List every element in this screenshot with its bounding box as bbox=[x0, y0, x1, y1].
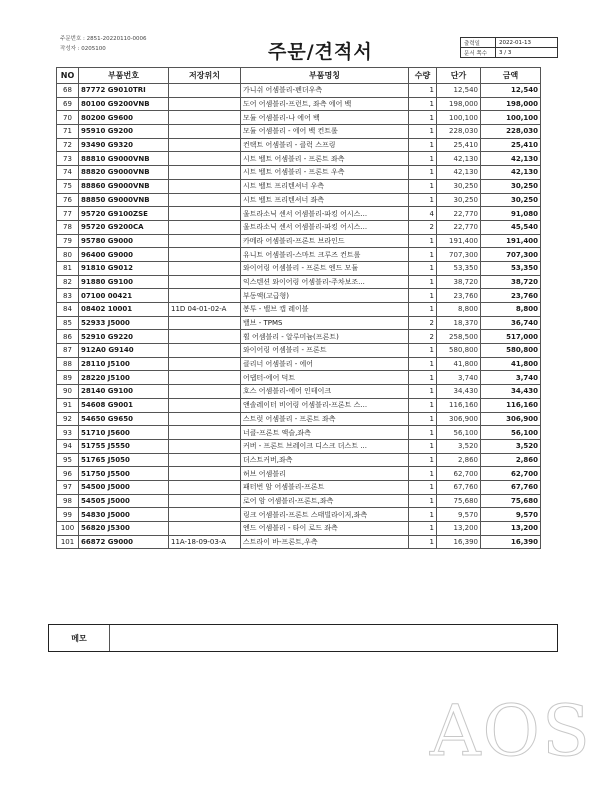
cell-part-number: 52933 J5000 bbox=[79, 316, 169, 330]
cell-no: 91 bbox=[57, 398, 79, 412]
cell-no: 71 bbox=[57, 125, 79, 139]
cell-unit-price: 67,760 bbox=[437, 480, 481, 494]
col-part-number: 부품번호 bbox=[79, 68, 169, 84]
page-label: 문서 쪽수 bbox=[461, 48, 496, 58]
cell-unit-price: 580,800 bbox=[437, 344, 481, 358]
cell-amount: 100,100 bbox=[481, 111, 541, 125]
cell-part-name: 유니트 어셈블리-스마트 크루즈 컨트롤 bbox=[241, 248, 409, 262]
memo-field[interactable] bbox=[110, 625, 557, 651]
cell-qty: 1 bbox=[409, 426, 437, 440]
cell-qty: 1 bbox=[409, 522, 437, 536]
cell-amount: 191,400 bbox=[481, 234, 541, 248]
table-row bbox=[57, 330, 541, 344]
cell-no: 90 bbox=[57, 385, 79, 399]
cell-part-number: 54505 J5000 bbox=[79, 494, 169, 508]
cell-qty: 2 bbox=[409, 330, 437, 344]
table-row bbox=[57, 467, 541, 481]
cell-part-name: 커버 - 프론트 브레이크 디스크 더스트 ... bbox=[241, 439, 409, 453]
cell-location bbox=[169, 289, 241, 303]
cell-location bbox=[169, 439, 241, 453]
cell-amount: 38,720 bbox=[481, 275, 541, 289]
cell-amount: 67,760 bbox=[481, 480, 541, 494]
cell-amount: 707,300 bbox=[481, 248, 541, 262]
cell-unit-price: 30,250 bbox=[437, 179, 481, 193]
cell-unit-price: 13,200 bbox=[437, 522, 481, 536]
cell-no: 79 bbox=[57, 234, 79, 248]
cell-qty: 1 bbox=[409, 357, 437, 371]
cell-part-name: 스트럿 어셈블리 - 프론트 좌측 bbox=[241, 412, 409, 426]
cell-amount: 9,570 bbox=[481, 508, 541, 522]
writer: 작성자 : 0205100 bbox=[60, 46, 106, 52]
cell-no: 100 bbox=[57, 522, 79, 536]
cell-amount: 2,860 bbox=[481, 453, 541, 467]
table-row bbox=[57, 248, 541, 262]
cell-part-number: 51750 J5500 bbox=[79, 467, 169, 481]
cell-unit-price: 228,030 bbox=[437, 125, 481, 139]
cell-unit-price: 258,500 bbox=[437, 330, 481, 344]
cell-qty: 2 bbox=[409, 220, 437, 234]
cell-part-number: 54608 G9001 bbox=[79, 398, 169, 412]
cell-no: 89 bbox=[57, 371, 79, 385]
cell-part-number: 95720 G9200CA bbox=[79, 220, 169, 234]
cell-location bbox=[169, 412, 241, 426]
parts-table bbox=[56, 67, 541, 549]
cell-amount: 228,030 bbox=[481, 125, 541, 139]
cell-qty: 1 bbox=[409, 480, 437, 494]
table-row bbox=[57, 207, 541, 221]
cell-amount: 23,760 bbox=[481, 289, 541, 303]
cell-qty: 1 bbox=[409, 125, 437, 139]
cell-amount: 45,540 bbox=[481, 220, 541, 234]
table-row bbox=[57, 125, 541, 139]
cell-amount: 34,430 bbox=[481, 385, 541, 399]
cell-qty: 1 bbox=[409, 138, 437, 152]
cell-location bbox=[169, 508, 241, 522]
cell-part-number: 95780 G9000 bbox=[79, 234, 169, 248]
cell-unit-price: 116,160 bbox=[437, 398, 481, 412]
cell-amount: 25,410 bbox=[481, 138, 541, 152]
table-row bbox=[57, 426, 541, 440]
cell-no: 95 bbox=[57, 453, 79, 467]
cell-no: 69 bbox=[57, 97, 79, 111]
cell-no: 77 bbox=[57, 207, 79, 221]
cell-qty: 1 bbox=[409, 111, 437, 125]
cell-location bbox=[169, 467, 241, 481]
cell-part-name: 도어 어셈블리-프런트, 좌측 에어 백 bbox=[241, 97, 409, 111]
cell-part-number: 08402 10001 bbox=[79, 303, 169, 317]
cell-part-number: 54500 J5000 bbox=[79, 480, 169, 494]
cell-location bbox=[169, 207, 241, 221]
cell-no: 68 bbox=[57, 84, 79, 98]
cell-unit-price: 198,000 bbox=[437, 97, 481, 111]
cell-no: 73 bbox=[57, 152, 79, 166]
cell-qty: 1 bbox=[409, 371, 437, 385]
col-unit-price: 단가 bbox=[437, 68, 481, 84]
cell-location bbox=[169, 426, 241, 440]
page-value: 3 / 3 bbox=[496, 48, 558, 58]
cell-part-name: 엔드 어셈블리 - 타이 로드 좌측 bbox=[241, 522, 409, 536]
cell-location bbox=[169, 330, 241, 344]
cell-amount: 62,700 bbox=[481, 467, 541, 481]
cell-unit-price: 707,300 bbox=[437, 248, 481, 262]
cell-unit-price: 42,130 bbox=[437, 166, 481, 180]
cell-unit-price: 23,760 bbox=[437, 289, 481, 303]
cell-unit-price: 41,800 bbox=[437, 357, 481, 371]
table-row bbox=[57, 398, 541, 412]
table-row bbox=[57, 412, 541, 426]
cell-part-name: 링크 어셈블리-프론트 스태빌라이저,좌측 bbox=[241, 508, 409, 522]
cell-location bbox=[169, 357, 241, 371]
cell-location bbox=[169, 125, 241, 139]
cell-unit-price: 3,520 bbox=[437, 439, 481, 453]
cell-qty: 1 bbox=[409, 289, 437, 303]
cell-part-name: 시트 벨트 프리텐셔너 좌측 bbox=[241, 193, 409, 207]
table-row bbox=[57, 480, 541, 494]
cell-qty: 1 bbox=[409, 179, 437, 193]
aos-watermark: AOS bbox=[430, 690, 592, 772]
cell-qty: 1 bbox=[409, 398, 437, 412]
cell-location bbox=[169, 453, 241, 467]
cell-unit-price: 56,100 bbox=[437, 426, 481, 440]
cell-unit-price: 34,430 bbox=[437, 385, 481, 399]
cell-amount: 3,520 bbox=[481, 439, 541, 453]
cell-amount: 116,160 bbox=[481, 398, 541, 412]
cell-no: 76 bbox=[57, 193, 79, 207]
cell-part-number: 95720 G9100ZSE bbox=[79, 207, 169, 221]
cell-part-number: 54650 G9650 bbox=[79, 412, 169, 426]
cell-amount: 306,900 bbox=[481, 412, 541, 426]
cell-part-number: 28110 J5100 bbox=[79, 357, 169, 371]
cell-qty: 1 bbox=[409, 467, 437, 481]
cell-amount: 8,800 bbox=[481, 303, 541, 317]
cell-no: 98 bbox=[57, 494, 79, 508]
cell-unit-price: 62,700 bbox=[437, 467, 481, 481]
table-row bbox=[57, 453, 541, 467]
cell-qty: 1 bbox=[409, 97, 437, 111]
order-number: 주문번호 : 2851-20220110-0006 bbox=[60, 36, 147, 42]
cell-location bbox=[169, 494, 241, 508]
cell-unit-price: 22,770 bbox=[437, 220, 481, 234]
cell-no: 101 bbox=[57, 535, 79, 549]
cell-unit-price: 42,130 bbox=[437, 152, 481, 166]
cell-no: 83 bbox=[57, 289, 79, 303]
cell-qty: 2 bbox=[409, 316, 437, 330]
cell-location bbox=[169, 193, 241, 207]
cell-qty: 1 bbox=[409, 494, 437, 508]
cell-part-name: 시트 벨트 어셈블리 - 프론트 좌측 bbox=[241, 152, 409, 166]
table-row bbox=[57, 522, 541, 536]
cell-part-number: 88860 G9000VNB bbox=[79, 179, 169, 193]
table-row bbox=[57, 357, 541, 371]
cell-amount: 41,800 bbox=[481, 357, 541, 371]
table-row bbox=[57, 316, 541, 330]
cell-location bbox=[169, 275, 241, 289]
cell-location bbox=[169, 261, 241, 275]
cell-amount: 42,130 bbox=[481, 166, 541, 180]
cell-part-name: 앤솔레이터 비어링 어셈블리-프론트 스... bbox=[241, 398, 409, 412]
cell-no: 82 bbox=[57, 275, 79, 289]
cell-unit-price: 306,900 bbox=[437, 412, 481, 426]
cell-no: 96 bbox=[57, 467, 79, 481]
col-location: 저장위치 bbox=[169, 68, 241, 84]
page-title: 주문/견적서 bbox=[268, 41, 373, 63]
table-row bbox=[57, 111, 541, 125]
cell-no: 75 bbox=[57, 179, 79, 193]
cell-part-name: 울트라소닉 센서 어셈블리-파킹 어시스... bbox=[241, 220, 409, 234]
cell-part-name: 클리너 어셈블리 - 에어 bbox=[241, 357, 409, 371]
cell-amount: 30,250 bbox=[481, 193, 541, 207]
cell-part-number: 93490 G9320 bbox=[79, 138, 169, 152]
header-meta bbox=[60, 34, 147, 54]
cell-qty: 1 bbox=[409, 535, 437, 549]
cell-part-name: 패터번 암 어셈블리-프론트 bbox=[241, 480, 409, 494]
cell-part-number: 88820 G9000VNB bbox=[79, 166, 169, 180]
cell-no: 97 bbox=[57, 480, 79, 494]
cell-part-name: 카메라 어셈블리-프론트 브라인드 bbox=[241, 234, 409, 248]
cell-part-name: 와이어링 어셈블리 - 프론트 엔드 모듈 bbox=[241, 261, 409, 275]
table-row bbox=[57, 220, 541, 234]
cell-no: 74 bbox=[57, 166, 79, 180]
col-no: NO bbox=[57, 68, 79, 84]
cell-part-number: 912A0 G9140 bbox=[79, 344, 169, 358]
table-row bbox=[57, 371, 541, 385]
cell-unit-price: 9,570 bbox=[437, 508, 481, 522]
table-row bbox=[57, 193, 541, 207]
cell-no: 72 bbox=[57, 138, 79, 152]
cell-part-number: 07100 00421 bbox=[79, 289, 169, 303]
cell-part-number: 52910 G9220 bbox=[79, 330, 169, 344]
cell-qty: 4 bbox=[409, 207, 437, 221]
cell-amount: 12,540 bbox=[481, 84, 541, 98]
cell-part-number: 88810 G9000VNB bbox=[79, 152, 169, 166]
table-row bbox=[57, 84, 541, 98]
cell-part-name: 시트 벨트 프리텐셔너 우측 bbox=[241, 179, 409, 193]
cell-unit-price: 38,720 bbox=[437, 275, 481, 289]
cell-part-name: 로어 암 어셈블리-프론트,좌측 bbox=[241, 494, 409, 508]
cell-part-number: 54830 J5000 bbox=[79, 508, 169, 522]
table-row bbox=[57, 439, 541, 453]
table-header-row bbox=[57, 68, 541, 84]
cell-no: 70 bbox=[57, 111, 79, 125]
cell-amount: 198,000 bbox=[481, 97, 541, 111]
cell-unit-price: 100,100 bbox=[437, 111, 481, 125]
cell-qty: 1 bbox=[409, 152, 437, 166]
cell-unit-price: 2,860 bbox=[437, 453, 481, 467]
cell-unit-price: 16,390 bbox=[437, 535, 481, 549]
cell-location: 11D 04-01-02-A bbox=[169, 303, 241, 317]
cell-part-name: 시트 벨트 어셈블리 - 프론트 우측 bbox=[241, 166, 409, 180]
cell-no: 80 bbox=[57, 248, 79, 262]
cell-unit-price: 53,350 bbox=[437, 261, 481, 275]
cell-location bbox=[169, 344, 241, 358]
memo-label: 메모 bbox=[49, 625, 110, 651]
cell-amount: 3,740 bbox=[481, 371, 541, 385]
cell-part-number: 51765 J5050 bbox=[79, 453, 169, 467]
cell-location bbox=[169, 152, 241, 166]
cell-no: 88 bbox=[57, 357, 79, 371]
cell-unit-price: 3,740 bbox=[437, 371, 481, 385]
cell-location bbox=[169, 138, 241, 152]
cell-qty: 1 bbox=[409, 453, 437, 467]
cell-no: 99 bbox=[57, 508, 79, 522]
cell-location bbox=[169, 166, 241, 180]
cell-qty: 1 bbox=[409, 84, 437, 98]
table-row bbox=[57, 166, 541, 180]
cell-location bbox=[169, 248, 241, 262]
cell-part-name: 가니쉬 어셈블리-펜더우측 bbox=[241, 84, 409, 98]
cell-part-name: 어댑터-에어 덕트 bbox=[241, 371, 409, 385]
cell-qty: 1 bbox=[409, 166, 437, 180]
cell-unit-price: 191,400 bbox=[437, 234, 481, 248]
cell-part-name: 휠 어셈블리 - 알루미늄(프론트) bbox=[241, 330, 409, 344]
cell-qty: 1 bbox=[409, 508, 437, 522]
cell-part-number: 51755 J5550 bbox=[79, 439, 169, 453]
cell-part-name: 모듈 어셈블리-나 에어 백 bbox=[241, 111, 409, 125]
cell-location bbox=[169, 398, 241, 412]
col-amount: 금액 bbox=[481, 68, 541, 84]
table-row bbox=[57, 234, 541, 248]
table-row bbox=[57, 97, 541, 111]
table-row bbox=[57, 138, 541, 152]
cell-location bbox=[169, 522, 241, 536]
cell-qty: 1 bbox=[409, 439, 437, 453]
cell-amount: 56,100 bbox=[481, 426, 541, 440]
table-row bbox=[57, 508, 541, 522]
cell-part-number: 95910 G9200 bbox=[79, 125, 169, 139]
cell-unit-price: 30,250 bbox=[437, 193, 481, 207]
cell-unit-price: 25,410 bbox=[437, 138, 481, 152]
cell-qty: 1 bbox=[409, 193, 437, 207]
cell-amount: 30,250 bbox=[481, 179, 541, 193]
cell-part-name: 와이어링 어셈블리 - 프론트 bbox=[241, 344, 409, 358]
cell-qty: 1 bbox=[409, 234, 437, 248]
cell-amount: 517,000 bbox=[481, 330, 541, 344]
cell-location bbox=[169, 97, 241, 111]
cell-amount: 91,080 bbox=[481, 207, 541, 221]
cell-no: 92 bbox=[57, 412, 79, 426]
table-row bbox=[57, 344, 541, 358]
cell-location: 11A-18-09-03-A bbox=[169, 535, 241, 549]
cell-part-name: 봉투 - 밸브 캡 레이블 bbox=[241, 303, 409, 317]
cell-amount: 16,390 bbox=[481, 535, 541, 549]
table-row bbox=[57, 289, 541, 303]
cell-part-number: 96400 G9000 bbox=[79, 248, 169, 262]
cell-location bbox=[169, 385, 241, 399]
cell-part-name: 스트라이 바-프론트,우측 bbox=[241, 535, 409, 549]
cell-location bbox=[169, 480, 241, 494]
table-row bbox=[57, 303, 541, 317]
cell-qty: 1 bbox=[409, 412, 437, 426]
cell-part-number: 66872 G9000 bbox=[79, 535, 169, 549]
info-box bbox=[460, 37, 558, 58]
cell-no: 84 bbox=[57, 303, 79, 317]
cell-qty: 1 bbox=[409, 261, 437, 275]
table-row bbox=[57, 275, 541, 289]
memo-box bbox=[48, 624, 558, 652]
cell-part-name: 부동액(고급형) bbox=[241, 289, 409, 303]
cell-part-name: 울트라소닉 센서 어셈블리-파킹 어시스... bbox=[241, 207, 409, 221]
cell-part-number: 91880 G9100 bbox=[79, 275, 169, 289]
cell-location bbox=[169, 371, 241, 385]
cell-qty: 1 bbox=[409, 275, 437, 289]
cell-location bbox=[169, 234, 241, 248]
cell-part-number: 51710 J5600 bbox=[79, 426, 169, 440]
cell-no: 93 bbox=[57, 426, 79, 440]
cell-part-number: 28140 G9100 bbox=[79, 385, 169, 399]
col-part-name: 부품명칭 bbox=[241, 68, 409, 84]
cell-unit-price: 8,800 bbox=[437, 303, 481, 317]
table-row bbox=[57, 385, 541, 399]
cell-amount: 75,680 bbox=[481, 494, 541, 508]
cell-part-name: 허브 어셈블리 bbox=[241, 467, 409, 481]
cell-part-number: 28220 J5100 bbox=[79, 371, 169, 385]
cell-no: 85 bbox=[57, 316, 79, 330]
col-qty: 수량 bbox=[409, 68, 437, 84]
cell-part-number: 80100 G9200VNB bbox=[79, 97, 169, 111]
cell-qty: 1 bbox=[409, 303, 437, 317]
table-row bbox=[57, 494, 541, 508]
cell-no: 78 bbox=[57, 220, 79, 234]
cell-part-name: 익스텐션 와이어링 어셈블리-주차보조... bbox=[241, 275, 409, 289]
date-label: 출력일 bbox=[461, 38, 496, 48]
cell-part-number: 56820 J5300 bbox=[79, 522, 169, 536]
cell-part-number: 87772 G9010TRI bbox=[79, 84, 169, 98]
cell-part-name: 너클-프론트 액슬,좌측 bbox=[241, 426, 409, 440]
cell-no: 81 bbox=[57, 261, 79, 275]
cell-unit-price: 22,770 bbox=[437, 207, 481, 221]
cell-unit-price: 75,680 bbox=[437, 494, 481, 508]
cell-part-name: 호스 어셈블리-에어 인테이크 bbox=[241, 385, 409, 399]
cell-part-name: 컨택트 어셈블리 - 클럭 스프링 bbox=[241, 138, 409, 152]
cell-location bbox=[169, 84, 241, 98]
cell-amount: 42,130 bbox=[481, 152, 541, 166]
cell-location bbox=[169, 316, 241, 330]
cell-part-number: 88850 G9000VNB bbox=[79, 193, 169, 207]
date-value: 2022-01-13 bbox=[496, 38, 558, 48]
cell-qty: 1 bbox=[409, 385, 437, 399]
cell-part-name: 더스트커버,좌측 bbox=[241, 453, 409, 467]
cell-location bbox=[169, 111, 241, 125]
cell-no: 87 bbox=[57, 344, 79, 358]
table-row bbox=[57, 535, 541, 549]
table-row bbox=[57, 261, 541, 275]
table-row bbox=[57, 179, 541, 193]
cell-amount: 36,740 bbox=[481, 316, 541, 330]
cell-unit-price: 18,370 bbox=[437, 316, 481, 330]
cell-no: 86 bbox=[57, 330, 79, 344]
cell-amount: 580,800 bbox=[481, 344, 541, 358]
cell-unit-price: 12,540 bbox=[437, 84, 481, 98]
cell-qty: 1 bbox=[409, 248, 437, 262]
cell-location bbox=[169, 179, 241, 193]
cell-location bbox=[169, 220, 241, 234]
cell-qty: 1 bbox=[409, 344, 437, 358]
cell-amount: 13,200 bbox=[481, 522, 541, 536]
cell-amount: 53,350 bbox=[481, 261, 541, 275]
cell-part-number: 91810 G9012 bbox=[79, 261, 169, 275]
cell-part-number: 80200 G9600 bbox=[79, 111, 169, 125]
table-row bbox=[57, 152, 541, 166]
cell-no: 94 bbox=[57, 439, 79, 453]
cell-part-name: 밸브 - TPMS bbox=[241, 316, 409, 330]
cell-part-name: 모듈 어셈블리 - 에어 백 컨트롤 bbox=[241, 125, 409, 139]
